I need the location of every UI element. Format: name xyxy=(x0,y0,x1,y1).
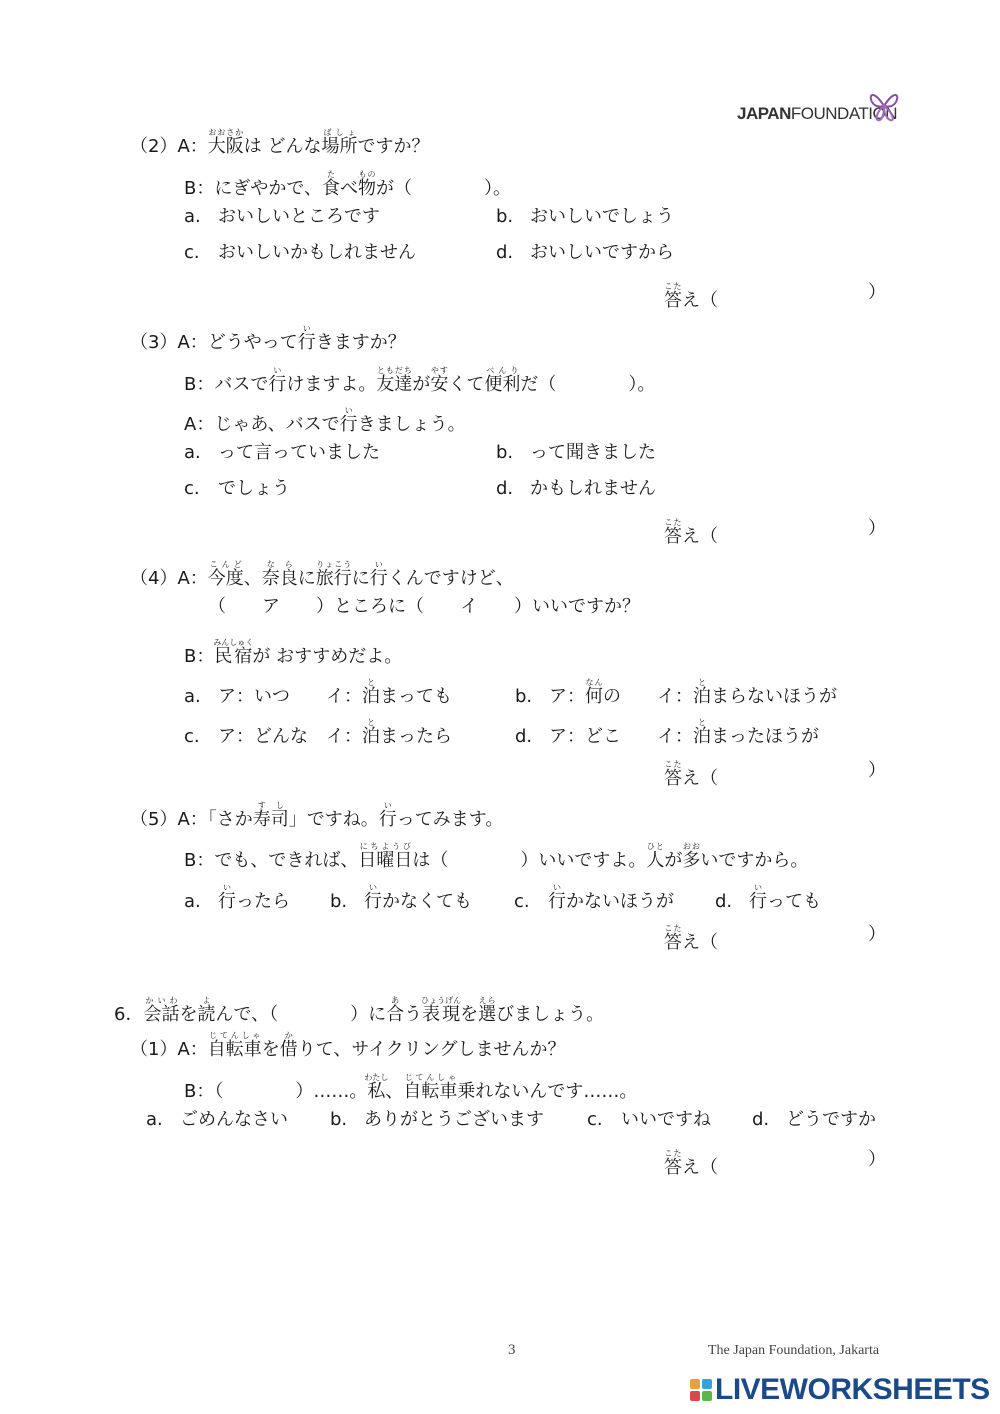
q5-option-d[interactable]: d. 行いっても xyxy=(715,883,821,912)
q5-option-c[interactable]: c. 行いかないほうが xyxy=(514,883,674,912)
q4-option-b[interactable]: b. ア：何なんの イ：泊とまらないほうが xyxy=(515,678,837,707)
lw-square-1 xyxy=(690,1379,700,1389)
q3-line-a: （3）A：どうやって行いきますか？ xyxy=(130,324,406,353)
lw-square-2 xyxy=(702,1379,712,1389)
footer-credit: The Japan Foundation, Jakarta xyxy=(708,1343,880,1358)
liveworksheets-text: LIVEWORKSHEETS xyxy=(715,1373,990,1406)
logo-bold-text: JAPAN xyxy=(737,104,791,123)
page-number: 3 xyxy=(508,1342,516,1358)
q6-1-option-d[interactable]: d. どうですか xyxy=(752,1109,876,1130)
q6-1-option-c[interactable]: c. いいですね xyxy=(587,1109,711,1130)
q2-line-a: （2）A：大阪おおさかは どんな場所ばしょですか？ xyxy=(130,128,430,157)
q3-line-c: A：じゃあ、バスで行いきましょう。 xyxy=(184,406,466,435)
q4-number: （4） xyxy=(130,568,178,589)
q5-answer-field[interactable]: 答こたえ（ ） xyxy=(664,924,886,953)
logo-rest-text: FOUNDATION xyxy=(790,104,897,123)
liveworksheets-logo xyxy=(690,1373,990,1407)
q3-answer-field[interactable]: 答こたえ（ ） xyxy=(664,518,886,547)
q5-number: （5） xyxy=(130,809,178,830)
q2-answer-field[interactable]: 答こたえ（ ） xyxy=(664,282,886,311)
q6-1-answer-field[interactable]: 答こたえ（ ） xyxy=(664,1149,886,1178)
q2-option-b[interactable]: b. おいしいでしょう xyxy=(496,206,674,227)
q3-line-b: B：バスで行いけますよ。友達ともだちが安やすくて便利べんりだ（ ）。 xyxy=(184,366,656,395)
q2-option-c[interactable]: c. おいしいかもしれません xyxy=(184,242,416,263)
q4-option-a[interactable]: a. ア：いつ イ：泊とまっても xyxy=(184,678,452,707)
liveworksheets-icon xyxy=(690,1379,712,1401)
q4-line-a2: （ ア ）ところに（ イ ）いいですか？ xyxy=(208,596,640,617)
lw-square-3 xyxy=(690,1391,700,1401)
q5-line-b: B：でも、できれば、日曜日にちようびは（ ）いいですよ。人ひとが多おおいですから。 xyxy=(184,842,809,871)
q6-1-option-b[interactable]: b. ありがとうございます xyxy=(330,1109,544,1130)
q5-option-b[interactable]: b. 行いかなくても xyxy=(330,883,472,912)
q2-line-b: B：にぎやかで、食たべ物ものが（ ）。 xyxy=(184,170,511,199)
q2-option-a[interactable]: a. おいしいところです xyxy=(184,206,380,227)
q3-option-c[interactable]: c. でしょう xyxy=(184,478,290,499)
q4-option-d[interactable]: d. ア：どこ イ：泊とまったほうが xyxy=(515,718,819,747)
q4-line-a: （4）A：今度こんど、奈良ならに旅行りょこうに行いくんですけど、 xyxy=(130,560,514,589)
q2-option-d[interactable]: d. おいしいですから xyxy=(496,242,674,263)
q5-line-a: （5）A：「さか寿司すし」ですね。行いってみます。 xyxy=(130,801,504,830)
q3-option-d[interactable]: d. かもしれません xyxy=(496,478,656,499)
q6-1-option-a[interactable]: a. ごめんなさい xyxy=(146,1109,288,1130)
q5-option-a[interactable]: a. 行いったら xyxy=(184,883,290,912)
butterfly-icon xyxy=(866,86,902,126)
q3-option-a[interactable]: a. って言っていました xyxy=(184,442,380,463)
q4-line-b: B：民宿みんしゅくが おすすめだよ。 xyxy=(184,638,403,667)
q6-1-line-a: （1）A：自転車じてんしゃを借かりて、サイクリングしませんか？ xyxy=(130,1031,566,1060)
q3-number: （3） xyxy=(130,332,178,353)
q3-option-b[interactable]: b. って聞きました xyxy=(496,442,656,463)
q4-option-c[interactable]: c. ア：どんな イ：泊とまったら xyxy=(184,718,452,747)
section-6-heading: 6．会話かいわを読よんで、（ ）に合あう表現ひょうげんを選えらびましょう。 xyxy=(114,996,605,1025)
q6-1-line-b: B：（ ）……。私わたし、自転車じてんしゃ乗れないんです……。 xyxy=(184,1073,638,1102)
q2-number: （2） xyxy=(130,136,178,157)
lw-square-4 xyxy=(702,1391,712,1401)
q6-1-number: （1） xyxy=(130,1039,178,1060)
q4-answer-field[interactable]: 答こたえ（ ） xyxy=(664,760,886,789)
